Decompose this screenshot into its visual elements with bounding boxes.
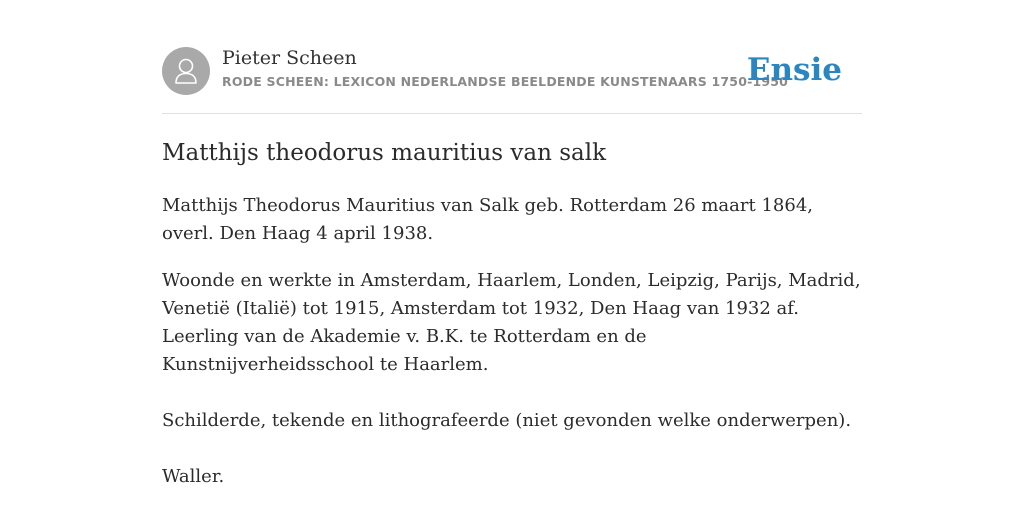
article-paragraph: Matthijs Theodorus Mauritius van Salk geb. Rotterdam 26 maart 1864, overl. Den Haag 4 april 1938. bbox=[162, 195, 813, 244]
user-placeholder-icon bbox=[162, 47, 210, 95]
article-paragraph: Schilderde, tekende en lithografeerde (niet gevonden welke onderwerpen). bbox=[162, 410, 852, 431]
article-paragraph: Waller. bbox=[162, 466, 225, 487]
source-title[interactable]: RODE SCHEEN: LEXICON NEDERLANDSE BEELDENDE KUNSTENAARS 1750-1950 bbox=[222, 74, 789, 89]
author-name[interactable]: Pieter Scheen bbox=[222, 47, 357, 69]
article-paragraph: Woonde en werkte in Amsterdam, Haarlem, Londen, Leipzig, Parijs, Madrid, Venetië (Italië) tot 1915, Amsterdam tot 1932, Den Haag van 1932 af. Leerling van de Akademie v. B.K. te Rotterdam en de Kunstnijverheidsschool te Haarlem. bbox=[162, 270, 861, 375]
article bbox=[162, 138, 862, 510]
avatar[interactable] bbox=[162, 47, 210, 95]
page-title: Matthijs theodorus mauritius van salk bbox=[162, 140, 607, 166]
divider bbox=[162, 113, 862, 114]
brand-logo[interactable]: Ensie bbox=[746, 52, 842, 88]
header bbox=[162, 46, 862, 96]
